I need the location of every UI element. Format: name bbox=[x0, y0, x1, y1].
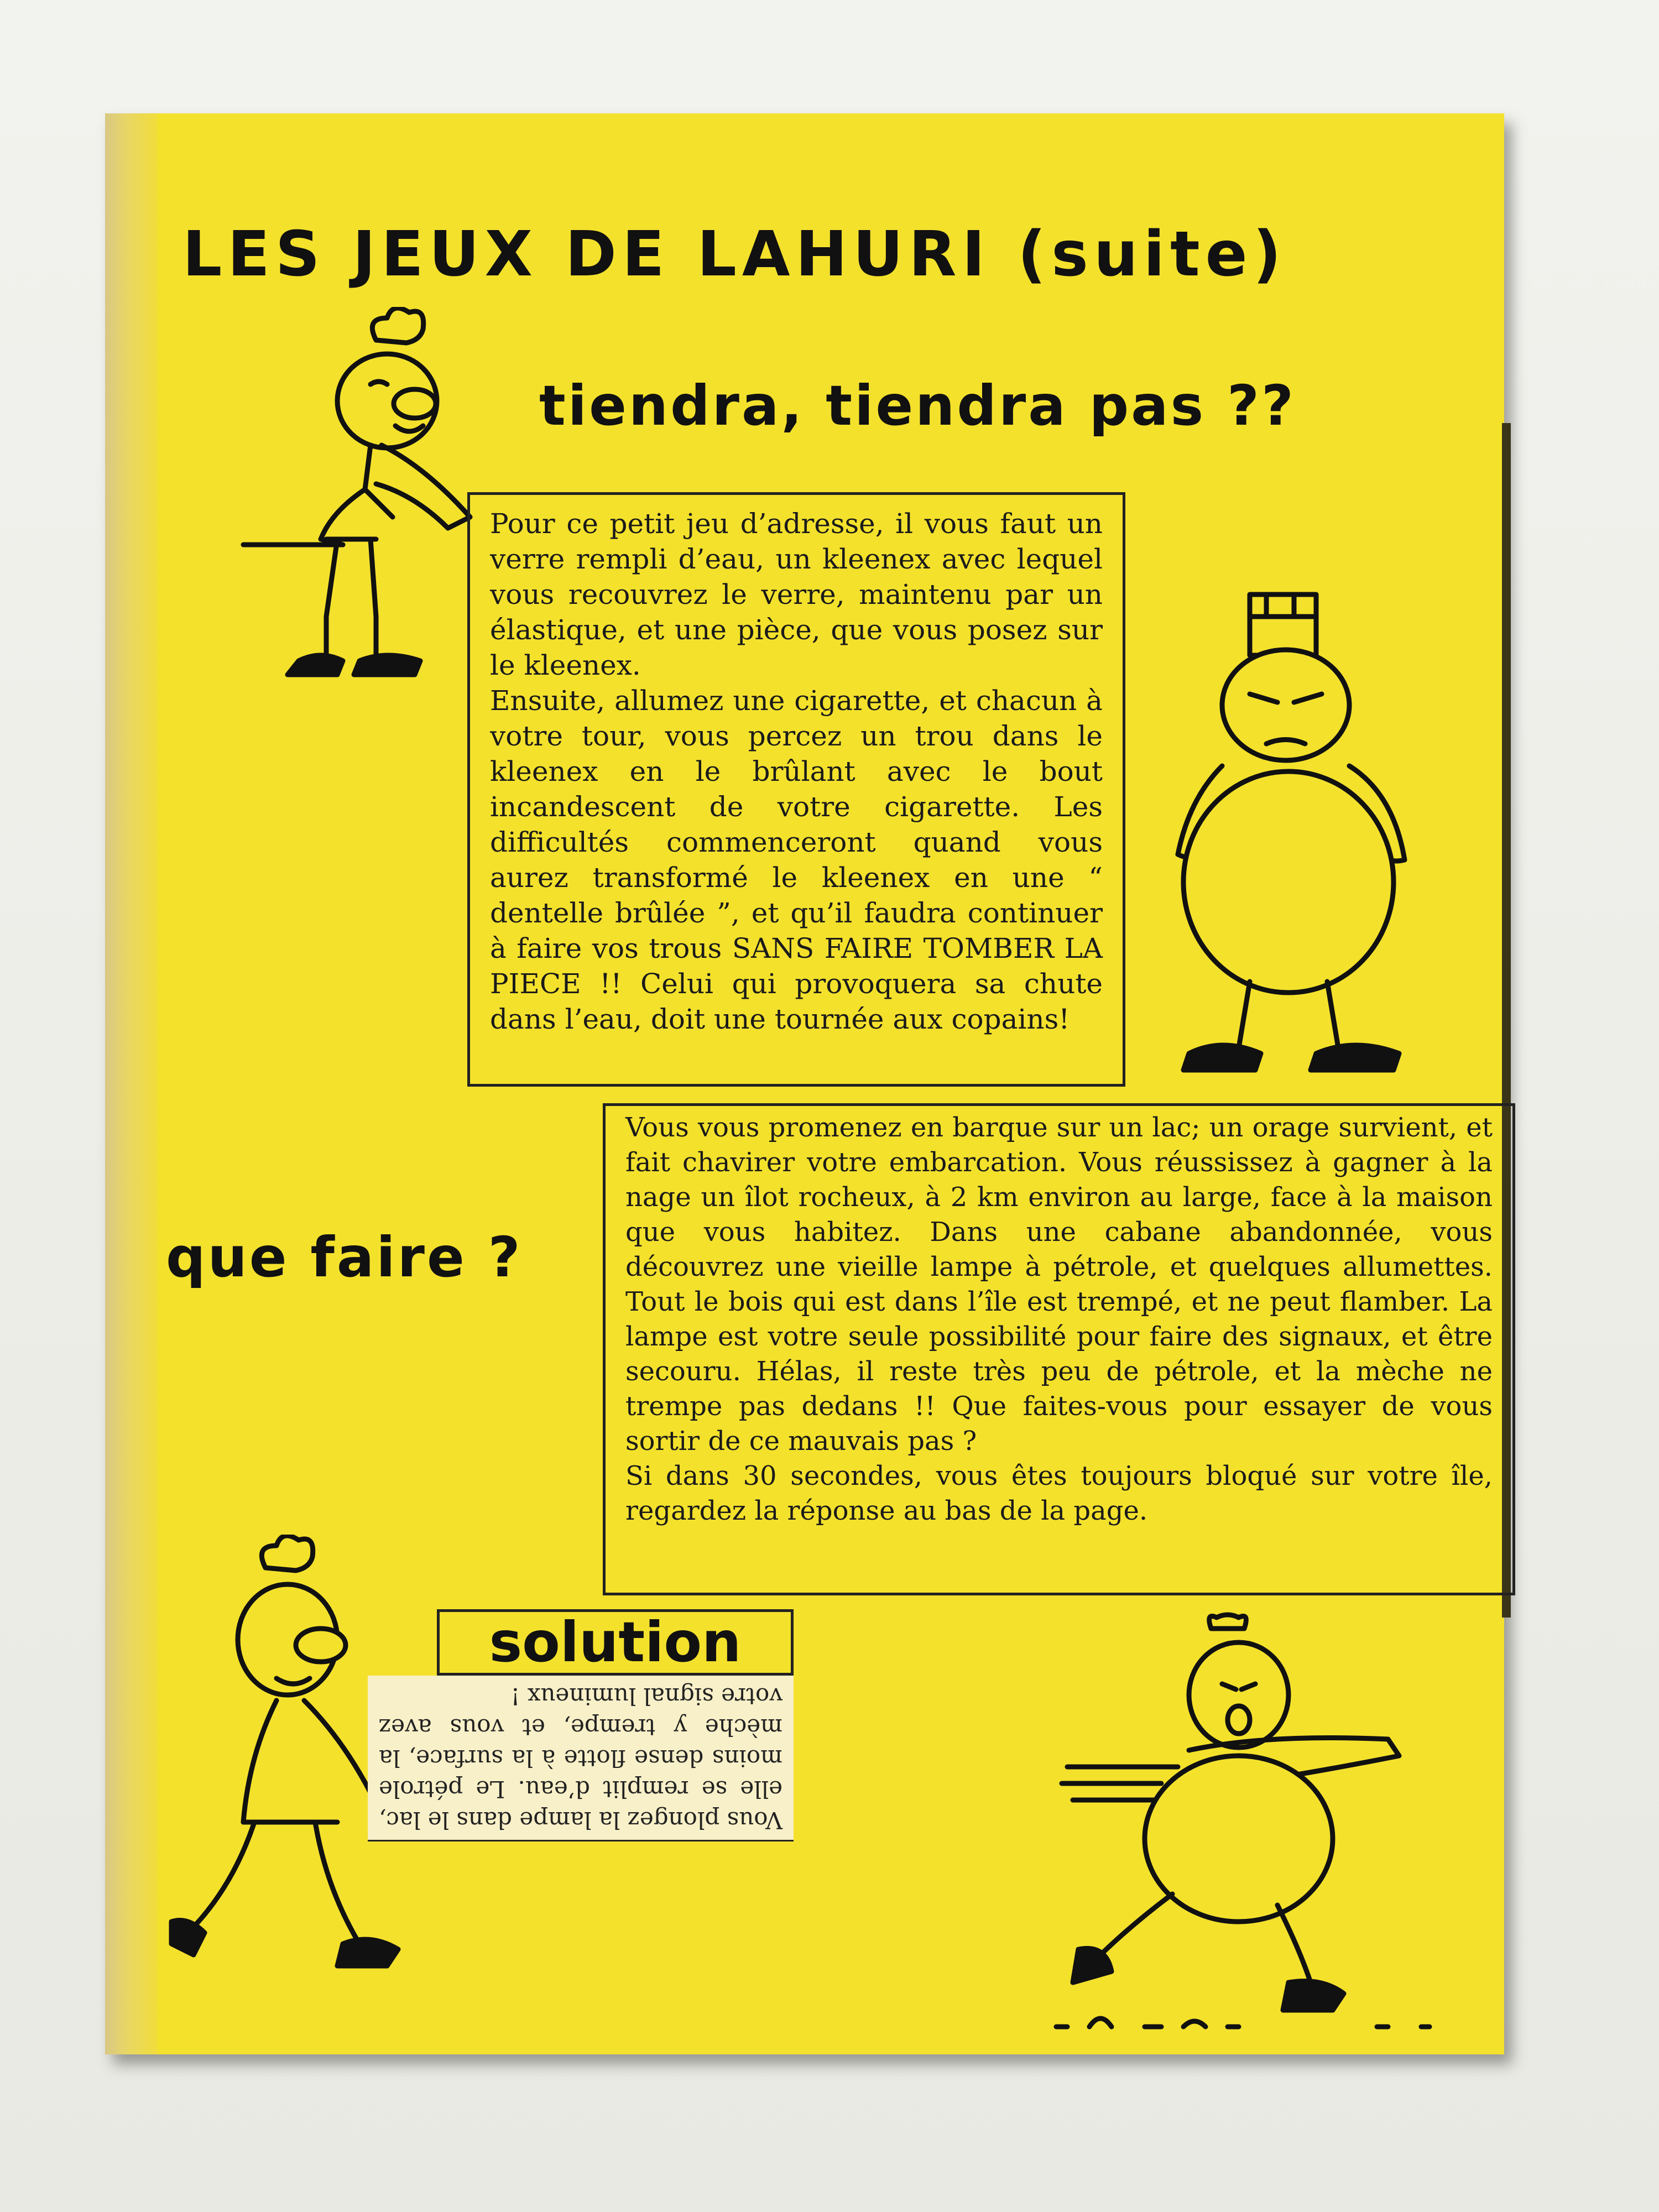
booklet-back-cover bbox=[105, 113, 1504, 2054]
game2-paragraph-1: Vous vous promenez en barque sur un lac; un orage survient, et fait chavirer votre embarcation. Vous réussissez à gagner à la nage un îlot rocheux, à 2 km environ au large, face à la maison que vous habitez. Dans une cabane abandonnée, vous découvrez une vieille lampe à pétrole, et quelques allumettes. Tout le bois qui est dans l’île est trempé, et ne peut flamber. La lampe est votre seule possibilité pour faire des signaux, et être secouru. Hélas, il reste très peu de pétrole, et la mèche ne trempe pas dedans !! Que faites-vous pour essayer de vous sortir de ce mauvais pas ? bbox=[625, 1112, 1493, 1457]
game1-rules-box bbox=[467, 492, 1125, 1087]
cartoon-fat-man-standing bbox=[1156, 583, 1465, 1131]
solution-text-upside-down bbox=[368, 1676, 794, 1841]
solution-title: solution bbox=[437, 1609, 794, 1676]
cartoon-fat-man-running bbox=[1045, 1606, 1488, 2038]
page-title: LES JEUX DE LAHURI (suite) bbox=[182, 218, 1287, 290]
solution-paragraph: Vous plongez la lampe dans le lac, elle se remplit d’eau. Le pétrole moins dense flotte à la surface, la mèche y trempe, et vous avez votre signal lumineux ! bbox=[379, 1683, 782, 1834]
game1-title: tiendra, tiendra pas ?? bbox=[539, 373, 1296, 438]
booklet-spine bbox=[105, 113, 158, 2054]
game1-paragraph-2: Ensuite, allumez une cigarette, et chacun à votre tour, vous percez un trou dans le kleenex en le brûlant avec le bout incandescent de votre cigarette. Les difficultés commenceront quand vous aurez transformé le kleenex en une “ dentelle brûlée ”, et qu’il faudra continuer à faire vos trous SANS FAIRE TOMBER LA PIECE !! Celui qui provoquera sa chute dans l’eau, doit une tournée aux copains! bbox=[490, 685, 1103, 1035]
game2-rules-box bbox=[603, 1103, 1515, 1595]
game2-paragraph-2: Si dans 30 secondes, vous êtes toujours bloqué sur votre île, regardez la réponse au bas de la page. bbox=[625, 1460, 1493, 1526]
game2-title: que faire ? bbox=[166, 1225, 523, 1290]
game1-paragraph-1: Pour ce petit jeu d’adresse, il vous faut un verre rempli d’eau, un kleenex avec lequel vous recouvrez le verre, maintenu par un élastique, et une pièce, que vous posez sur le kleenex. bbox=[490, 508, 1103, 681]
